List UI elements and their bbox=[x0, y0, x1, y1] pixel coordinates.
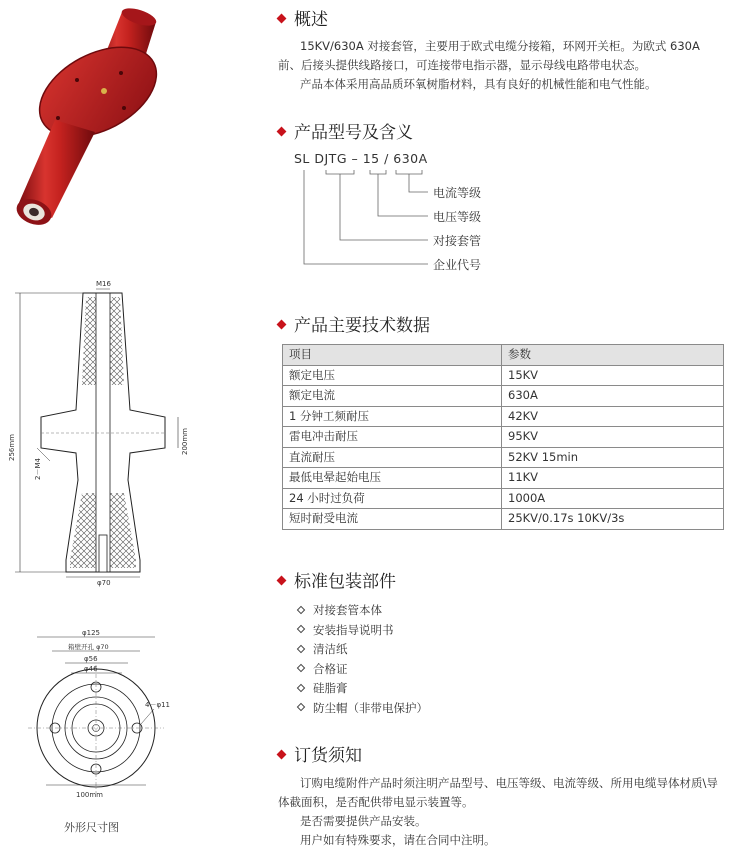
order-line: 订购电缆附件产品时须注明产品型号、电压等级、电流等级、所用电缆导体材质\导体截面积，是否配供带电显示装置等。 bbox=[278, 776, 718, 809]
table-header-cell: 项目 bbox=[283, 345, 502, 366]
overview-line: 15KV/630A 对接套管，主要用于欧式电缆分接箱，环网开关柜。为欧式 630A 前、后接头提供线路接口，可连接带电指示器，显示母线电路带电状态。 bbox=[278, 39, 700, 72]
list-item: 防尘帽（非带电保护） bbox=[298, 699, 428, 719]
table-row bbox=[283, 468, 724, 489]
table-cell: 直流耐压 bbox=[283, 447, 502, 468]
list-item: 对接套管本体 bbox=[298, 601, 428, 621]
diamond-bullet-icon bbox=[297, 625, 305, 633]
overview-line: 产品本体采用高品质环氧树脂材料，具有良好的机械性能和电气性能。 bbox=[300, 77, 657, 91]
table-cell: 42KV bbox=[502, 406, 724, 427]
overview-title: 概述 bbox=[278, 10, 328, 30]
table-cell: 25KV/0.17s 10KV/3s bbox=[502, 509, 724, 530]
list-item: 清洁纸 bbox=[298, 640, 428, 660]
package-title: 标准包装部件 bbox=[278, 572, 396, 592]
overview-text bbox=[278, 37, 718, 94]
table-cell: 额定电流 bbox=[283, 386, 502, 407]
model-bracket-lines bbox=[290, 168, 440, 272]
dim-diameter-46: φ46 bbox=[84, 665, 98, 673]
red-diamond-icon bbox=[277, 13, 287, 23]
table-row bbox=[283, 488, 724, 509]
table-row bbox=[283, 509, 724, 530]
dim-m16: M16 bbox=[96, 280, 111, 288]
table-row bbox=[283, 447, 724, 468]
product-photo bbox=[0, 0, 200, 260]
drawing-caption: 外形尺寸图 bbox=[64, 821, 119, 834]
dim-2-m4: 2－M4 bbox=[34, 458, 42, 480]
table-cell: 24 小时过负荷 bbox=[283, 488, 502, 509]
model-label-company: 企业代号 bbox=[433, 258, 482, 272]
specs-title: 产品主要技术数据 bbox=[278, 316, 430, 336]
table-cell: 1 分钟工频耐压 bbox=[283, 406, 502, 427]
dim-holes-4x11: 4－φ11 bbox=[145, 701, 170, 709]
table-cell: 雷电冲击耐压 bbox=[283, 427, 502, 448]
dim-height-200: 200mm bbox=[181, 428, 189, 455]
diamond-bullet-icon bbox=[297, 605, 305, 613]
diamond-bullet-icon bbox=[297, 644, 305, 652]
table-row bbox=[283, 365, 724, 386]
table-cell: 630A bbox=[502, 386, 724, 407]
dim-diameter-70: φ70 bbox=[97, 579, 111, 587]
table-cell: 52KV 15min bbox=[502, 447, 724, 468]
list-item: 安装指导说明书 bbox=[298, 621, 428, 641]
order-title: 订货须知 bbox=[278, 746, 362, 766]
diamond-bullet-icon bbox=[297, 664, 305, 672]
model-label-bushing: 对接套管 bbox=[433, 234, 482, 248]
table-cell: 95KV bbox=[502, 427, 724, 448]
table-cell: 15KV bbox=[502, 365, 724, 386]
side-view-drawing bbox=[0, 275, 215, 595]
dim-diameter-125: φ125 bbox=[82, 629, 100, 637]
dim-hole-70: 箱壁开孔 φ70 bbox=[68, 643, 109, 651]
model-label-voltage: 电压等级 bbox=[433, 210, 482, 224]
table-row bbox=[283, 427, 724, 448]
table-header-row bbox=[283, 345, 724, 366]
table-cell: 额定电压 bbox=[283, 365, 502, 386]
table-row bbox=[283, 406, 724, 427]
red-diamond-icon bbox=[277, 126, 287, 136]
dim-width-100: 100mm bbox=[76, 791, 103, 799]
red-diamond-icon bbox=[277, 575, 287, 585]
model-title: 产品型号及含义 bbox=[278, 123, 413, 143]
list-item: 合格证 bbox=[298, 660, 428, 680]
order-text bbox=[278, 774, 718, 850]
table-cell: 短时耐受电流 bbox=[283, 509, 502, 530]
diamond-bullet-icon bbox=[297, 683, 305, 691]
table-cell: 11KV bbox=[502, 468, 724, 489]
front-view-drawing bbox=[20, 625, 190, 805]
table-header-cell: 参数 bbox=[502, 345, 724, 366]
model-label-current: 电流等级 bbox=[433, 186, 482, 200]
order-line: 是否需要提供产品安装。 bbox=[300, 814, 427, 828]
table-cell: 最低电晕起始电压 bbox=[283, 468, 502, 489]
table-row bbox=[283, 386, 724, 407]
list-item: 硅脂膏 bbox=[298, 679, 428, 699]
dim-height-256: 256mm bbox=[8, 434, 16, 461]
package-list bbox=[298, 601, 428, 718]
diamond-bullet-icon bbox=[297, 703, 305, 711]
specs-table bbox=[282, 344, 724, 530]
red-diamond-icon bbox=[277, 319, 287, 329]
order-line: 用户如有特殊要求，请在合同中注明。 bbox=[300, 833, 496, 847]
red-diamond-icon bbox=[277, 749, 287, 759]
dim-diameter-56: φ56 bbox=[84, 655, 98, 663]
model-code: SL DJTG – 15 / 630A bbox=[294, 151, 428, 166]
table-cell: 1000A bbox=[502, 488, 724, 509]
